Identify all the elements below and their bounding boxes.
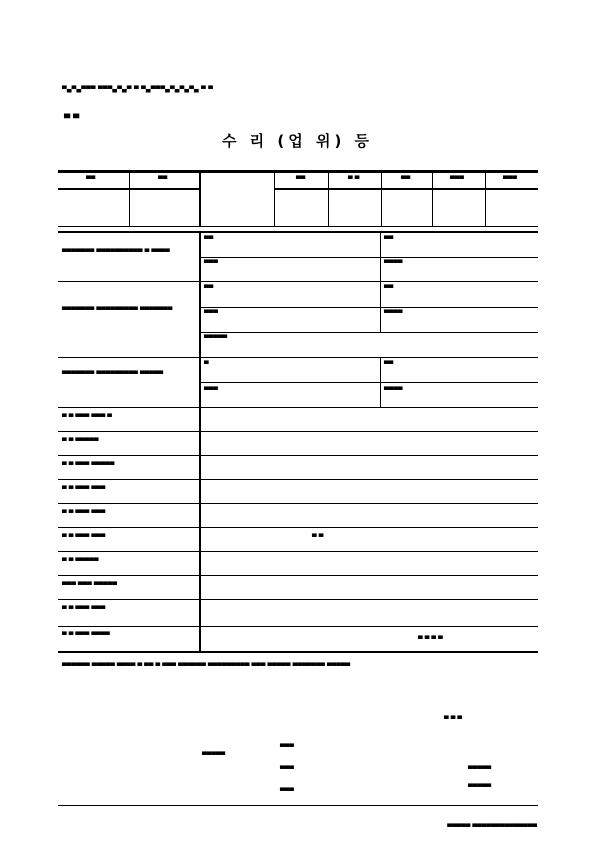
group3-label: ▀▀▀▀▀▀▀ ▀▀▀▀▀▀▀▀▀ ▀▀▀▀▀ [62, 371, 164, 378]
sig-line: ▀▀▀ [280, 788, 294, 795]
hline [58, 527, 538, 528]
hline [58, 455, 538, 456]
vline [328, 172, 329, 227]
g3-cell: ▀▀▀ [204, 387, 218, 394]
g2-cell: ▀▀▀▀▀ [204, 335, 228, 342]
bottom-rule [58, 805, 538, 806]
g3-cell: ▀▀▀▀ [384, 387, 403, 394]
hline [58, 479, 538, 480]
row-label: ▀ ▀ ▀▀▀ ▀▀▀ [62, 606, 106, 613]
hline [201, 382, 538, 383]
g1-cell: ▀▀▀▀ [384, 260, 403, 267]
top-right-sep [274, 188, 538, 190]
sig-stamp: ▀▀▀▀▀ [468, 766, 492, 773]
group2-label: ▀▀▀▀▀▀▀ ▀▀▀▀▀▀▀▀▀ ▀▀▀▀▀▀▀ [62, 307, 173, 314]
page-title: 수 리 (업 위) 등 [221, 132, 374, 150]
top-header: ▀▀ [401, 176, 411, 183]
sig-stamp: ▀▀▀▀▀ [468, 784, 492, 791]
vline [432, 172, 433, 227]
row-label: ▀ ▀ ▀▀▀ ▀▀▀ ▀ [62, 414, 112, 421]
table-bottom-thin [58, 226, 538, 227]
hline [58, 626, 538, 627]
hline [201, 307, 538, 308]
g1-cell: ▀▀ [204, 236, 214, 243]
row-label: ▀ ▀ ▀▀▀▀▀ [62, 558, 99, 565]
top-header: ▀▀ [86, 176, 96, 183]
top-header: ▀▀▀ [503, 176, 517, 183]
row-label: ▀ ▀ ▀▀▀ ▀▀▀▀▀ [62, 462, 115, 469]
sig-line: ▀▀▀ [280, 766, 294, 773]
row-label: ▀ ▀ ▀▀▀ ▀▀▀ [62, 534, 106, 541]
hline [58, 431, 538, 432]
row-label: ▀ ▀ ▀▀▀ ▀▀▀ [62, 510, 106, 517]
g2-cell: ▀▀▀▀ [384, 310, 403, 317]
vline [380, 233, 381, 281]
hline [201, 257, 538, 258]
vline [129, 172, 130, 227]
group1-label: ▀▀▀▀▀▀▀ ▀▀▀▀▀▀▀▀▀▀ ▀ ▀▀▀▀ [62, 249, 170, 256]
date-line: ▀ ▀ ▀ [444, 716, 463, 723]
row-label: ▀ ▀ ▀▀▀ ▀▀▀▀ [62, 632, 110, 639]
hline [58, 575, 538, 576]
hline [58, 599, 538, 600]
g3-cell: ▀▀ [384, 361, 394, 368]
vline [380, 282, 381, 332]
top-header: ▀▀▀ [450, 176, 464, 183]
hline [58, 281, 538, 282]
top-header: ▀▀ [158, 176, 168, 183]
g1-cell: ▀▀▀ [204, 260, 218, 267]
vline [381, 172, 382, 227]
vline [485, 172, 486, 227]
table-bottom-thick [58, 231, 538, 233]
sig-line: ▀▀▀ [280, 744, 294, 751]
vline [199, 172, 201, 227]
g3-cell: ▀ [204, 361, 209, 368]
top-header: ▀▀ [296, 176, 306, 183]
hline [201, 332, 538, 333]
row-label: ▀▀▀ ▀▀▀ ▀▀▀▀▀ [62, 582, 117, 589]
g1-cell: ▀▀ [384, 236, 394, 243]
row-value: ▀ ▀ [312, 534, 324, 541]
vline [380, 358, 381, 407]
hline [58, 551, 538, 552]
vline [274, 172, 275, 227]
hline [58, 407, 538, 408]
table-end-rule [58, 651, 538, 653]
g2-cell: ▀▀▀ [204, 310, 218, 317]
applicant-label: ▀▀▀▀▀ [202, 752, 226, 759]
g2-cell: ▀▀ [204, 285, 214, 292]
row-label: ▀ ▀ ▀▀▀ ▀▀▀ [62, 486, 106, 493]
row-value: ▀ ▀ ▀ ▀ [418, 636, 443, 643]
g2-cell: ▀▀ [384, 285, 394, 292]
top-rule [58, 170, 538, 173]
footer-code: ▀▀▀▀▀ ▀▀▀▀▀▀▀▀▀▀▀▀▀▀ [447, 824, 537, 831]
hline [58, 503, 538, 504]
main-col-divider [199, 233, 201, 652]
header-line: ▀▄▀▄▀▀▀ ▀▀▀▄▀▄▀ ▀ ▀▄▀▀▀▄▀▄▀▄▀▄ ▀ ▀ [62, 86, 214, 93]
note-text: ▀▀▀▀▀▀ ▀▀▀▀▀ ▀▀▀▀ ▀ ▀▀ ▀ ▀▀▀ ▀▀▀▀▀▀ ▀▀▀▀▀▀▀▀▀ ▀▀▀ ▀▀▀▀▀ ▀▀▀▀▀▀▀ ▀▀▀▀▀ [62, 663, 351, 670]
top-header: ▀ ▀ [348, 176, 360, 183]
form-number: ▀ ▀ [64, 114, 80, 123]
hline [58, 357, 538, 358]
row-label: ▀ ▀ ▀▀▀▀▀ [62, 438, 99, 445]
